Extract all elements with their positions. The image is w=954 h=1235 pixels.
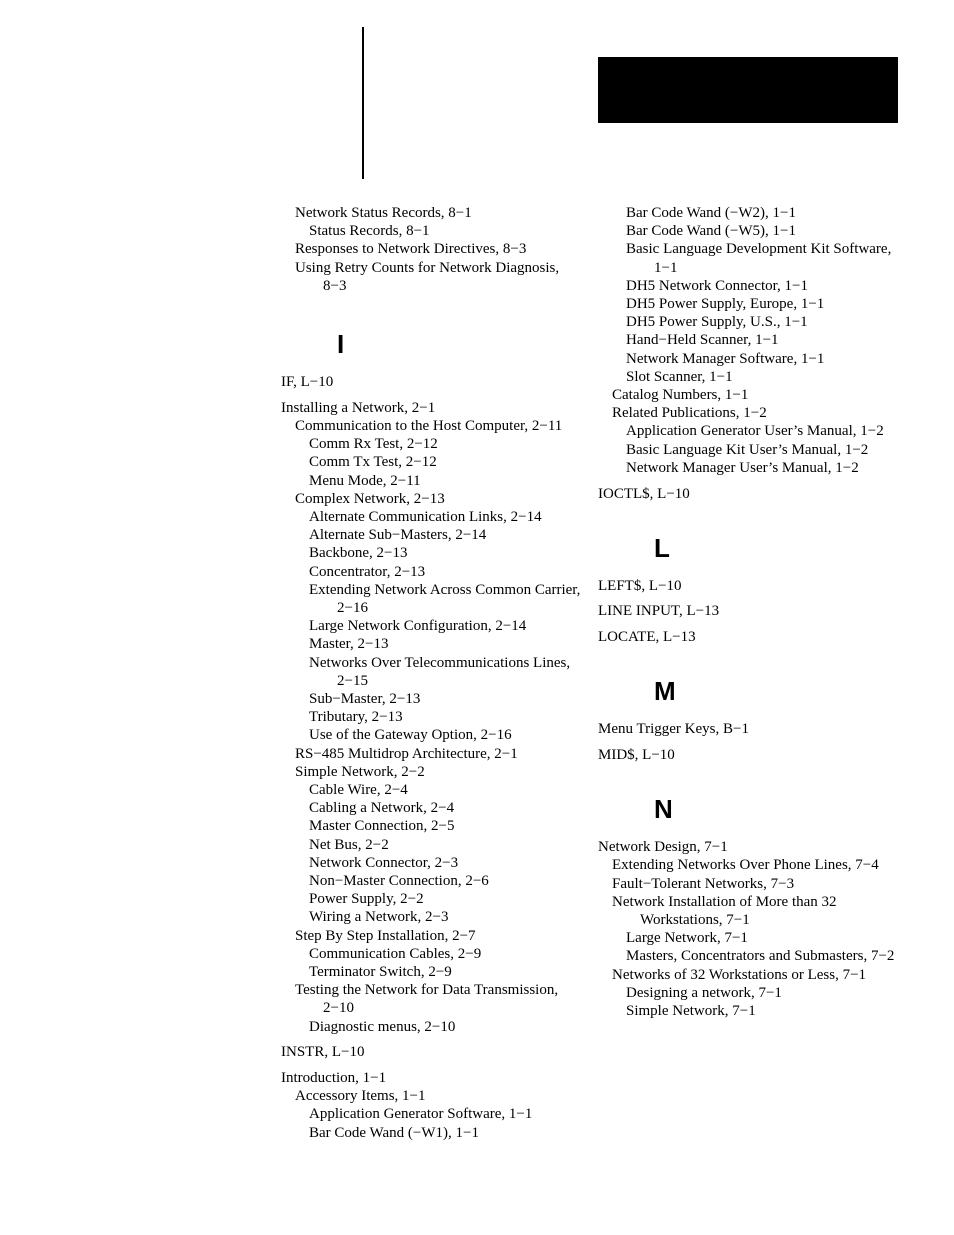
index-entry bbox=[309, 1018, 581, 1036]
index-entry bbox=[295, 927, 581, 945]
index-entry-text: Basic Language Development Kit Software, 1−1 bbox=[626, 241, 892, 276]
index-entry bbox=[612, 386, 918, 404]
index-entry bbox=[598, 602, 918, 620]
index-entry bbox=[626, 984, 918, 1002]
index-entry bbox=[598, 838, 918, 856]
index-entry-text: DH5 Network Connector, 1−1 bbox=[626, 277, 808, 294]
index-entry bbox=[295, 259, 581, 295]
index-entry-text: Diagnostic menus, 2−10 bbox=[309, 1018, 456, 1035]
index-entry-text: LEFT$, L−10 bbox=[598, 577, 682, 594]
index-entry bbox=[626, 204, 918, 222]
index-entry-text: RS−485 Multidrop Architecture, 2−1 bbox=[295, 745, 518, 762]
index-entry bbox=[309, 963, 581, 981]
index-entry bbox=[309, 726, 581, 744]
index-entry bbox=[309, 908, 581, 926]
index-entry-text: MID$, L−10 bbox=[598, 747, 675, 764]
index-entry-text: Bar Code Wand (−W2), 1−1 bbox=[626, 205, 796, 221]
index-entry bbox=[598, 720, 918, 738]
index-entry-text: Networks of 32 Workstations or Less, 7−1 bbox=[612, 966, 867, 983]
index-entry-text: Catalog Numbers, 1−1 bbox=[612, 387, 749, 404]
section-heading: I bbox=[337, 329, 345, 360]
index-entry-text: Menu Mode, 2−11 bbox=[309, 472, 421, 489]
index-entry bbox=[309, 635, 581, 653]
index-entry-text: Terminator Switch, 2−9 bbox=[309, 964, 452, 981]
index-entry bbox=[598, 746, 918, 764]
index-entry bbox=[281, 1043, 581, 1061]
index-entry-text: Status Records, 8−1 bbox=[309, 223, 430, 240]
index-entry-text: Designing a network, 7−1 bbox=[626, 984, 782, 1001]
index-entry bbox=[295, 490, 581, 508]
index-entry bbox=[309, 581, 581, 617]
index-entry-text: Net Bus, 2−2 bbox=[309, 836, 389, 853]
index-entry-text: Basic Language Kit User’s Manual, 1−2 bbox=[626, 441, 869, 458]
index-entry-text: Network Manager Software, 1−1 bbox=[626, 350, 825, 367]
index-entry-text: Step By Step Installation, 2−7 bbox=[295, 927, 476, 944]
index-entry-text: Accessory Items, 1−1 bbox=[295, 1088, 426, 1105]
index-entry-text: Tributary, 2−13 bbox=[309, 709, 403, 726]
index-entry-text: LINE INPUT, L−13 bbox=[598, 603, 720, 620]
index-entry-text: Fault−Tolerant Networks, 7−3 bbox=[612, 875, 795, 892]
index-entry-text: Concentrator, 2−13 bbox=[309, 563, 426, 580]
index-entry-text: Introduction, 1−1 bbox=[281, 1070, 387, 1087]
index-entry bbox=[309, 781, 581, 799]
index-entry-text: DH5 Power Supply, Europe, 1−1 bbox=[626, 296, 825, 313]
index-entry bbox=[626, 459, 918, 477]
index-entry-text: Simple Network, 7−1 bbox=[626, 1003, 756, 1020]
index-entry bbox=[309, 817, 581, 835]
index-entry-text: Bar Code Wand (−W1), 1−1 bbox=[309, 1124, 479, 1141]
index-entry bbox=[626, 368, 918, 386]
index-entry bbox=[309, 526, 581, 544]
index-entry-text: Installing a Network, 2−1 bbox=[281, 399, 436, 416]
index-entry-text: Comm Rx Test, 2−12 bbox=[309, 436, 438, 453]
index-entry bbox=[612, 856, 918, 874]
index-entry bbox=[309, 708, 581, 726]
index-entry-text: Master Connection, 2−5 bbox=[309, 818, 455, 835]
index-entry-text: Network Installation of More than 32 Workstations, 7−1 bbox=[612, 893, 837, 929]
index-entry bbox=[598, 485, 918, 503]
index-entry-text: Menu Trigger Keys, B−1 bbox=[598, 721, 749, 738]
index-entry-text: Network Design, 7−1 bbox=[598, 839, 728, 856]
index-entry-text: Simple Network, 2−2 bbox=[295, 763, 425, 780]
index-entry bbox=[612, 893, 918, 929]
index-entry bbox=[309, 872, 581, 890]
index-entry bbox=[309, 472, 581, 490]
index-entry bbox=[295, 240, 581, 258]
index-entry-text: Power Supply, 2−2 bbox=[309, 891, 424, 908]
index-entry-text: Related Publications, 1−2 bbox=[612, 405, 767, 422]
index-entry-text: DH5 Power Supply, U.S., 1−1 bbox=[626, 314, 808, 331]
index-entry bbox=[309, 799, 581, 817]
index-entry-text: Complex Network, 2−13 bbox=[295, 490, 445, 507]
index-entry bbox=[309, 654, 581, 690]
index-entry bbox=[295, 1087, 581, 1105]
index-entry-text: Large Network, 7−1 bbox=[626, 930, 748, 947]
index-entry bbox=[626, 441, 918, 459]
index-column-right bbox=[598, 204, 918, 1020]
index-entry-text: Communication to the Host Computer, 2−11 bbox=[295, 417, 563, 434]
index-entry bbox=[612, 875, 918, 893]
section-heading: M bbox=[654, 676, 676, 707]
index-entry-text: Backbone, 2−13 bbox=[309, 545, 408, 562]
index-entry-text: Cable Wire, 2−4 bbox=[309, 781, 408, 798]
index-entry-text: LOCATE, L−13 bbox=[598, 629, 696, 646]
index-entry-text: Testing the Network for Data Transmission, 2−10 bbox=[295, 982, 559, 1017]
index-entry bbox=[281, 373, 581, 391]
index-entry bbox=[309, 222, 581, 240]
index-entry-text: Sub−Master, 2−13 bbox=[309, 690, 421, 707]
section-heading: N bbox=[654, 794, 673, 825]
index-entry bbox=[626, 240, 918, 276]
index-entry bbox=[295, 763, 581, 781]
index-entry bbox=[309, 544, 581, 562]
index-entry bbox=[626, 277, 918, 295]
index-entry-text: Communication Cables, 2−9 bbox=[309, 945, 482, 962]
index-entry bbox=[281, 399, 581, 417]
index-entry bbox=[309, 690, 581, 708]
index-entry-text: Hand−Held Scanner, 1−1 bbox=[626, 332, 779, 349]
index-entry-text: Master, 2−13 bbox=[309, 636, 389, 653]
index-entry bbox=[295, 204, 581, 222]
index-entry bbox=[309, 1105, 581, 1123]
index-entry bbox=[626, 422, 918, 440]
index-entry-text: Network Manager User’s Manual, 1−2 bbox=[626, 459, 859, 476]
index-entry-text: Application Generator Software, 1−1 bbox=[309, 1106, 533, 1123]
index-column-left bbox=[281, 204, 581, 1142]
index-entry-text: Application Generator User’s Manual, 1−2 bbox=[626, 423, 884, 440]
index-entry bbox=[309, 508, 581, 526]
index-entry-text: Masters, Concentrators and Submasters, 7−2 bbox=[626, 948, 895, 965]
index-entry-text: Extending Network Across Common Carrier, 2−16 bbox=[309, 581, 581, 616]
index-entry bbox=[598, 628, 918, 646]
index-entry-text: Networks Over Telecommunications Lines, 2−15 bbox=[309, 654, 571, 689]
index-entry bbox=[309, 945, 581, 963]
index-entry bbox=[295, 745, 581, 763]
index-entry-text: Slot Scanner, 1−1 bbox=[626, 368, 733, 385]
index-entry bbox=[626, 1002, 918, 1020]
index-entry-text: Bar Code Wand (−W5), 1−1 bbox=[626, 223, 796, 240]
index-entry bbox=[626, 947, 918, 965]
index-entry-text: Extending Networks Over Phone Lines, 7−4 bbox=[612, 857, 879, 874]
index-entry-text: INSTR, L−10 bbox=[281, 1044, 365, 1061]
index-entry-text: Alternate Communication Links, 2−14 bbox=[309, 508, 542, 525]
index-entry bbox=[626, 331, 918, 349]
index-entry-text: Cabling a Network, 2−4 bbox=[309, 800, 455, 817]
index-entry-text: IOCTL$, L−10 bbox=[598, 485, 690, 502]
index-entry bbox=[626, 313, 918, 331]
index-entry bbox=[295, 417, 581, 435]
index-entry bbox=[309, 836, 581, 854]
index-entry bbox=[309, 854, 581, 872]
index-entry bbox=[598, 577, 918, 595]
index-entry bbox=[626, 222, 918, 240]
section-heading: L bbox=[654, 532, 670, 563]
index-entry bbox=[612, 404, 918, 422]
index-entry-text: Alternate Sub−Masters, 2−14 bbox=[309, 527, 487, 544]
index-entry bbox=[626, 295, 918, 313]
index-entry bbox=[309, 890, 581, 908]
index-entry-text: Comm Tx Test, 2−12 bbox=[309, 454, 437, 471]
index-entry-text: Wiring a Network, 2−3 bbox=[309, 909, 449, 926]
index-entry bbox=[281, 1069, 581, 1087]
index-entry-text: Using Retry Counts for Network Diagnosis, 8−3 bbox=[295, 259, 560, 294]
index-entry bbox=[309, 1124, 581, 1142]
index-entry-text: Use of the Gateway Option, 2−16 bbox=[309, 727, 512, 744]
index-entry-text: Non−Master Connection, 2−6 bbox=[309, 873, 489, 889]
index-entry bbox=[309, 563, 581, 581]
index-entry bbox=[309, 617, 581, 635]
index-entry bbox=[295, 981, 581, 1017]
index-entry-text: Responses to Network Directives, 8−3 bbox=[295, 241, 527, 258]
section-tab bbox=[598, 57, 898, 123]
index-entry bbox=[626, 350, 918, 368]
index-entry-text: Network Connector, 2−3 bbox=[309, 854, 459, 871]
margin-rule bbox=[362, 27, 364, 179]
index-entry bbox=[309, 453, 581, 471]
index-entry-text: Large Network Configuration, 2−14 bbox=[309, 618, 527, 635]
index-entry-text: Network Status Records, 8−1 bbox=[295, 205, 472, 221]
index-entry bbox=[612, 966, 918, 984]
index-entry bbox=[309, 435, 581, 453]
index-entry bbox=[626, 929, 918, 947]
index-entry-text: IF, L−10 bbox=[281, 374, 334, 391]
